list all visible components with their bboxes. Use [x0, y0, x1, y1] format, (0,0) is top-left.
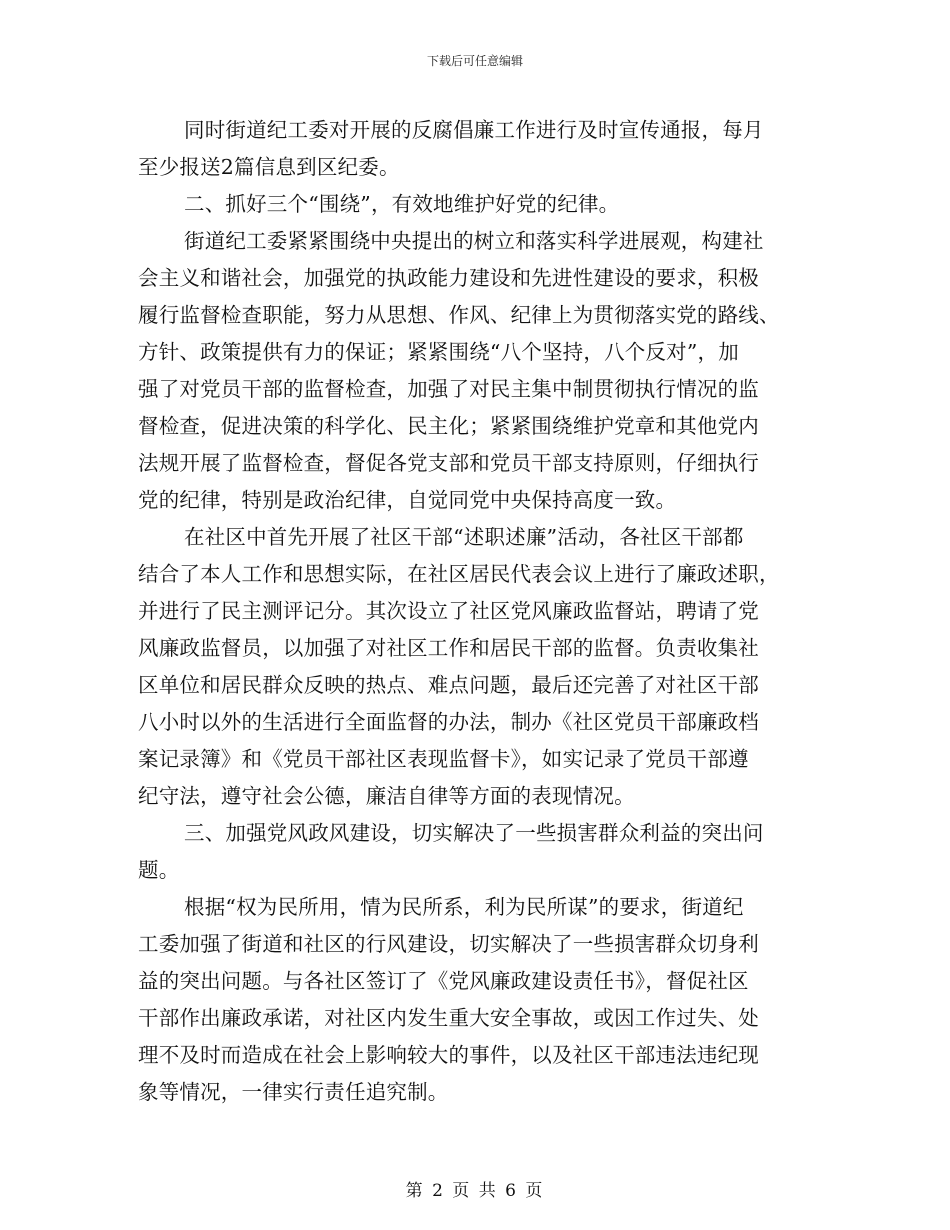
section-heading: 三、加强党风政风建设，切实解决了一些损害群众利益的突出问	[184, 821, 764, 845]
text-line: 八小时以外的生活进行全面监督的办法，制办《社区党员干部廉政档	[138, 710, 759, 734]
text-line: 会主义和谐社会，加强党的执政能力建设和先进性建设的要求，积极	[138, 266, 759, 290]
text-line: 在社区中首先开展了社区干部“述职述廉”活动，各社区干部都	[184, 525, 744, 549]
page-header: 下载后可任意编辑	[426, 54, 523, 68]
text-line: 干部作出廉政承诺，对社区内发生重大安全事故，或因工作过失、处	[138, 1006, 759, 1030]
text-line: 街道纪工委紧紧围绕中央提出的树立和落实科学进展观，构建社	[184, 229, 764, 253]
text-line: 督检查，促进决策的科学化、民主化；紧紧围绕维护党章和其他党内	[138, 414, 759, 438]
text-line: 强了对党员干部的监督检查，加强了对民主集中制贯彻执行情况的监	[138, 377, 759, 401]
text-line: 纪守法，遵守社会公德，廉洁自律等方面的表现情况。	[138, 784, 635, 808]
text-line: 党的纪律，特别是政治纪律，自觉同党中央保持高度一致。	[138, 488, 677, 512]
text-line: 并进行了民主测评记分。其次设立了社区党风廉政监督站，聘请了党	[138, 599, 759, 623]
section-heading-continuation: 题。	[138, 858, 180, 882]
text-line: 工委加强了街道和社区的行风建设，切实解决了一些损害群众切身利	[138, 932, 759, 956]
text-line: 根据“权为民所用，情为民所系，利为民所谋”的要求，街道纪	[184, 895, 744, 919]
section-heading: 二、抓好三个“围绕”，有效地维护好党的纪律。	[184, 192, 620, 216]
text-line: 案记录簿》和《党员干部社区表现监督卡》，如实记录了党员干部遵	[138, 747, 749, 771]
text-line: 益的突出问题。与各社区签订了《党风廉政建设责任书》，督促社区	[138, 969, 749, 993]
text-line: 至少报送2篇信息到区纪委。	[138, 155, 400, 179]
text-line: 区单位和居民群众反映的热点、难点问题，最后还完善了对社区干部	[138, 673, 759, 697]
text-line: 法规开展了监督检查，督促各党支部和党员干部支持原则，仔细执行	[138, 451, 759, 475]
document-body	[138, 112, 818, 1111]
text-line: 结合了本人工作和思想实际，在社区居民代表会议上进行了廉政述职，	[138, 562, 780, 586]
text-line: 履行监督检查职能，努力从思想、作风、纪律上为贯彻落实党的路线、	[138, 303, 780, 327]
text-line: 方针、政策提供有力的保证；紧紧围绕“八个坚持，八个反对”，加	[138, 340, 739, 364]
page-number-footer: 第 2 页 共 6 页	[405, 1181, 545, 1201]
text-line: 风廉政监督员，以加强了对社区工作和居民干部的监督。负责收集社	[138, 636, 759, 660]
text-line: 同时街道纪工委对开展的反腐倡廉工作进行及时宣传通报，每月	[184, 118, 764, 142]
text-line: 理不及时而造成在社会上影响较大的事件，以及社区干部违法违纪现	[138, 1043, 759, 1067]
text-line: 象等情况，一律实行责任追究制。	[138, 1080, 449, 1104]
